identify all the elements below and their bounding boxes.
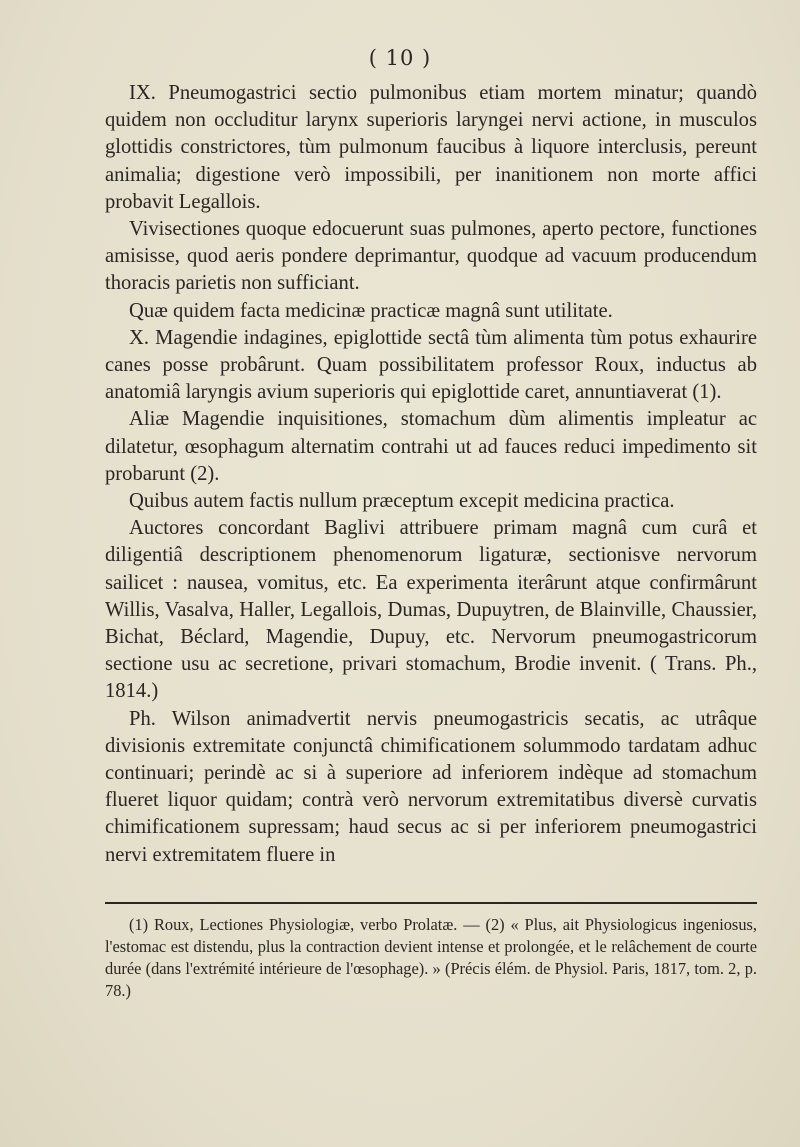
paragraph-wilson: Ph. Wilson animadvertit nervis pneumogastricis secatis, ac utrâque divisionis extremitate conjunctâ chimificationem solummodo tardatam adhuc continuari; perindè ac si à superiore ad inferiorem indèque ad stomachum flueret liquor quidam; contrà verò nervorum extremitatibus diversè curvatis chimificationem supressam; haud secus ac si per inferiorem pneumogastrici nervi extremitatem fluere in <box>105 707 757 866</box>
page-number: ( 10 ) <box>368 46 432 70</box>
footnote-divider <box>105 902 757 904</box>
paragraph-ix-pneumogastric: IX. Pneumogastrici sectio pulmonibus etiam mortem minatur; quandò quidem non occluditur larynx superioris laryngei nervi actione, in musculos glottidis constrictores, tùm pulmonum faucibus à liquore interclusis, pereunt animalia; digestione verò impossibili, per inanitionem non morte affici probavit Legallois. <box>105 82 757 213</box>
main-text <box>105 80 757 869</box>
footnotes <box>105 914 757 1002</box>
paragraph-x-magendie: X. Magendie indagines, epiglottide sectâ tùm alimenta tùm potus exhaurire canes posse probârunt. Quam possibilitatem professor Roux, inductus ab anatomiâ laryngis avium superioris qui epiglottide caret, annuntiaverat (1). <box>105 326 757 404</box>
paragraph-authors: Auctores concordant Baglivi attribuere primam magnâ cum curâ et diligentiâ descriptionem phenomenorum ligaturæ, sectionisve nervorum sailicet : nausea, vomitus, etc. Ea experimenta iterârunt atque confirmârunt Willis, Vasalva, Haller, Legallois, Dumas, Dupuytren, de Blainville, Chaussier, Bichat, Béclard, Magendie, Dupuy, etc. Nervorum pneumogastricorum sectione usu ac secretione, privari stomachum, Brodie invenit. ( Trans. Ph., 1814.) <box>105 517 757 703</box>
paragraph-magendie-inquiries: Aliæ Magendie inquisitiones, stomachum dùm alimentis impleatur ac dilatetur, œsophagum alternatim contrahi ut ad fauces reduci impedimento sit probarunt (2). <box>105 408 757 485</box>
footnote: (1) Roux, Lectiones Physiologiæ, verbo Prolatæ. — (2) « Plus, ait Physiologicus ingeniosus, l'estomac est distendu, plus la contraction devient intense et prolongée, et le relâchement de courte durée (dans l'extrémité intérieure de l'œsophage). » (Précis élém. de Physiol. Paris, 1817, tom. 2, p. 78.) <box>105 915 757 1000</box>
paragraph-utility: Quæ quidem facta medicinæ practicæ magnâ sunt utilitate. <box>129 299 613 322</box>
paragraph-practical-medicine: Quibus autem factis nullum præceptum excepit medicina practica. <box>129 490 675 513</box>
paragraph-vivisections: Vivisectiones quoque edocuerunt suas pulmones, aperto pectore, functiones amisisse, quod aeris pondere deprimantur, quodque ad vacuum producendum thoracis parietis non sufficiant. <box>105 218 757 295</box>
